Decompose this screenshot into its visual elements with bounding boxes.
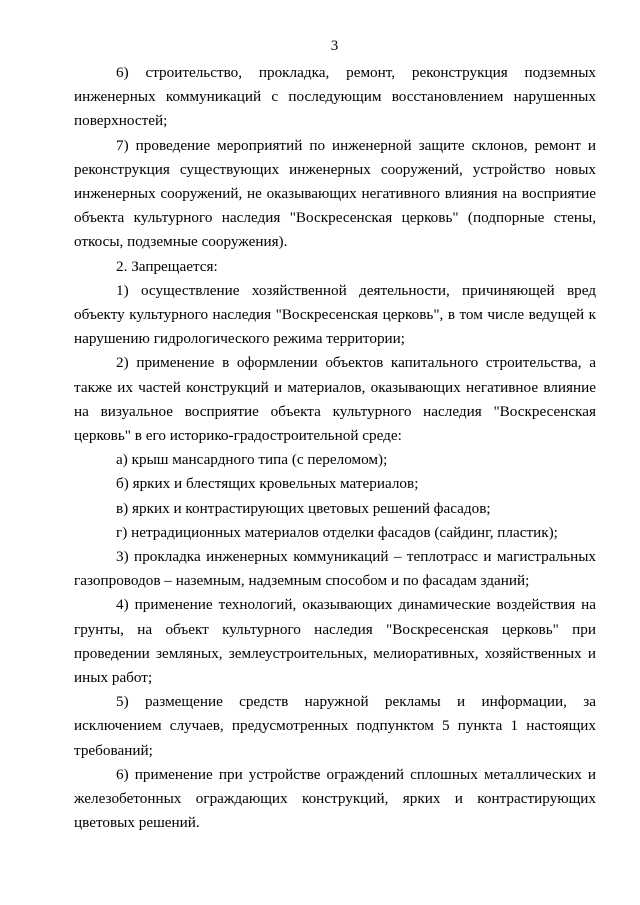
paragraph-item-6-construction: 6) строительство, прокладка, ремонт, реконструкция подземных инженерных коммуникаций с последующим восстановлением нарушенных поверхностей;	[74, 64, 596, 130]
document-body	[74, 61, 596, 836]
paragraph-subitem-a: а) крыш мансардного типа (с переломом);	[116, 451, 388, 469]
paragraph-subitem-v: в) ярких и контрастирующих цветовых решений фасадов;	[116, 499, 491, 517]
paragraph-prohibited-6: 6) применение при устройстве ограждений сплошных металлических и железобетонных ограждающих конструкций, ярких и контрастирующих цветовых решений.	[74, 765, 596, 832]
paragraph-prohibited-3: 3) прокладка инженерных коммуникаций – теплотрасс и магистральных газопроводов – наземным, надземным способом и по фасадам зданий;	[74, 548, 596, 590]
paragraph-subitem-g: г) нетрадиционных материалов отделки фасадов (сайдинг, пластик);	[116, 523, 558, 541]
paragraph-prohibited-5: 5) размещение средств наружной рекламы и информации, за исключением случаев, предусмотренных подпунктом 5 пункта 1 настоящих требований;	[74, 693, 596, 759]
paragraph-prohibited-4: 4) применение технологий, оказывающих динамические воздействия на грунты, на объект культурного наследия "Воскресенская церковь" при проведении земляных, землеустроительных, мелиоративных, хозяйственных и иных работ;	[74, 596, 596, 687]
paragraph-prohibited-1: 1) осуществление хозяйственной деятельности, причиняющей вред объекту культурного наследия "Воскресенская церковь", в том числе ведущей к нарушению гидрологического режима территории;	[74, 281, 596, 348]
paragraph-prohibited-2: 2) применение в оформлении объектов капитального строительства, а также их частей конструкций и материалов, оказывающих негативное влияние на визуальное восприятие объекта культурного наследия "Воскресенская церковь" в его историко-градостроительной среде:	[74, 354, 596, 445]
page-number: 3	[330, 38, 339, 54]
paragraph-section-2-heading: 2. Запрещается:	[116, 257, 218, 275]
paragraph-item-7-engineering-protection: 7) проведение мероприятий по инженерной защите склонов, ремонт и реконструкция существующих инженерных сооружений, устройство новых инженерных сооружений, не оказывающих негативного влияния на восприятие объекта культурного наследия "Воскресенская церковь" (подпорные стены, откосы, подземные сооружения).	[74, 136, 596, 251]
paragraph-subitem-b: б) ярких и блестящих кровельных материалов;	[116, 475, 419, 493]
